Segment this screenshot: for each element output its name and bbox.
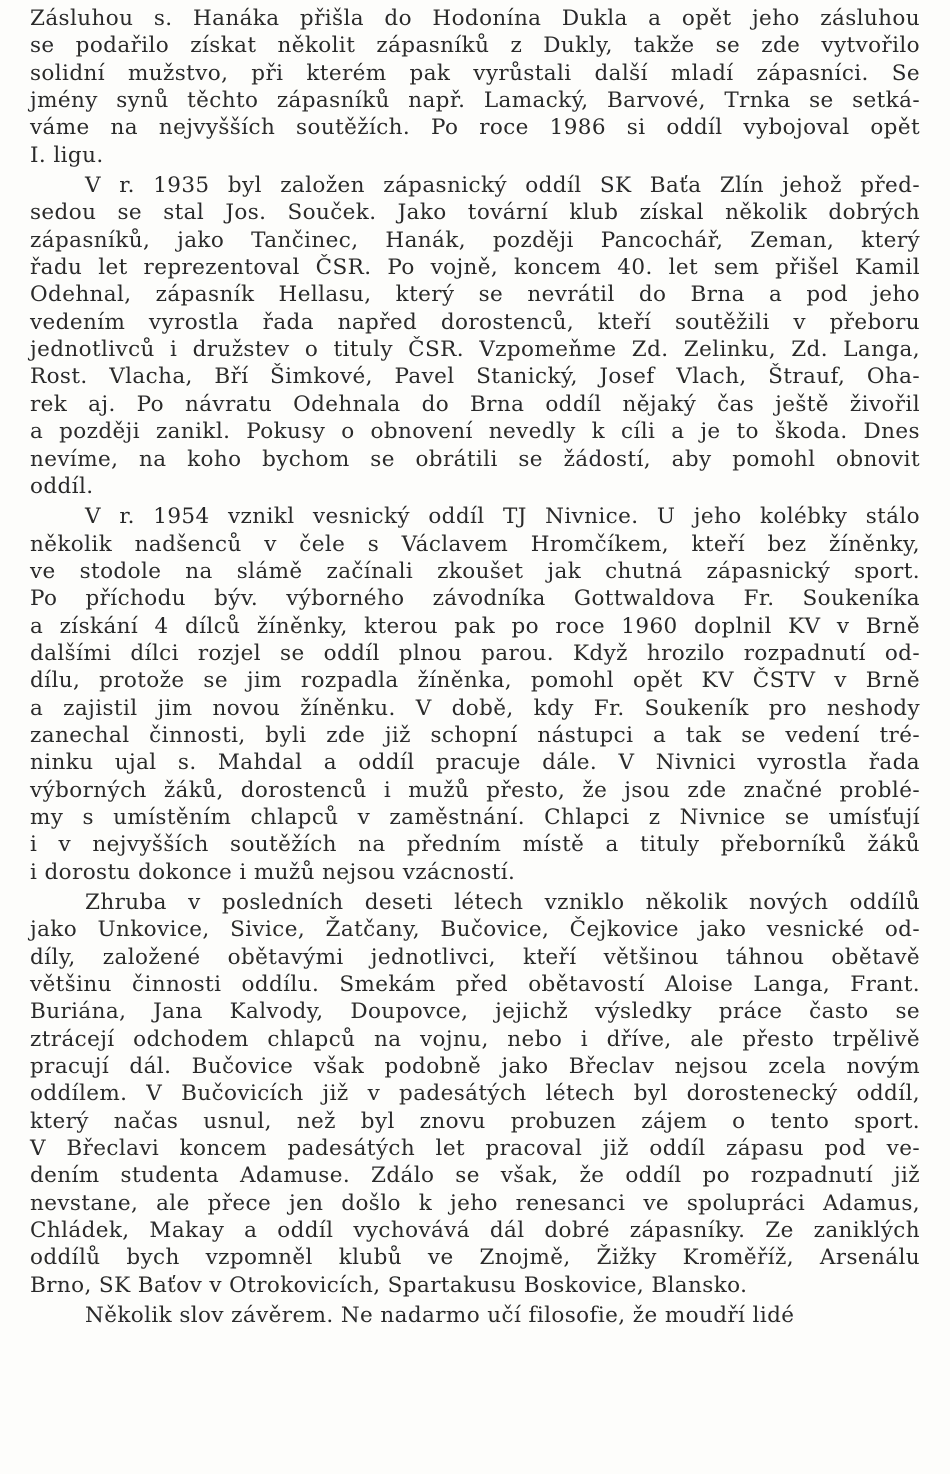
text-line: dílu, protože se jim rozpadla žíněnka, pomohl opět KV ČSTV v Brně [30, 668, 920, 694]
text-line: I. ligu. [30, 142, 104, 168]
text-line: oddílem. V Bučovicích již v padesátých létech byl dorostenecký oddíl, [30, 1081, 920, 1107]
text-line: ve stodole na slámě začínali zkoušet jak chutná zápasnický sport. [30, 558, 920, 584]
text-line: a zajistil jim novou žíněnku. V době, kdy Fr. Soukeník pro neshody [30, 695, 920, 721]
text-line: nevstane, ale přece jen došlo k jeho renesanci ve spolupráci Adamus, [30, 1190, 920, 1216]
text-line: jmény synů těchto zápasníků např. Lamacký, Barvové, Trnka se setká- [30, 88, 920, 114]
text-line: se podařilo získat několit zápasníků z Dukly, takže se zde vytvořilo [30, 33, 920, 59]
text-line: dením studenta Adamuse. Zdálo se však, že oddíl po rozpadnutí již [30, 1163, 920, 1189]
text-line: a získání 4 dílců žíněnky, kterou pak po roce 1960 doplnil KV v Brně [30, 613, 920, 639]
text-line: Zásluhou s. Hanáka přišla do Hodonína Dukla a opět jeho zásluhou [30, 6, 920, 31]
text-line: V Břeclavi koncem padesátých let pracoval již oddíl zápasu pod ve- [30, 1136, 920, 1162]
text-line: který načas usnul, než byl znovu probuzen zájem o tento sport. [30, 1108, 920, 1134]
paragraph [30, 5, 920, 169]
text-line: váme na nejvyšších soutěžích. Po roce 1986 si oddíl vybojoval opět [30, 115, 920, 141]
text-line: Rost. Vlacha, Bří Šimkové, Pavel Stanický, Josef Vlach, Štrauf, Oha- [30, 364, 920, 390]
paragraph [30, 172, 920, 500]
text-line: Po příchodu býv. výborného závodníka Gottwaldova Fr. Soukeníka [30, 586, 920, 612]
text-line: jako Unkovice, Sivice, Žatčany, Bučovice, Čejkovice jako vesnické od- [30, 917, 920, 943]
text-line: my s umístěním chlapců v zaměstnání. Chlapci z Nivnice se umísťují [30, 804, 920, 830]
text-line: díly, založené obětavými jednotlivci, kteří většinou táhnou obětavě [30, 944, 920, 970]
text-line: řadu let reprezentoval ČSR. Po vojně, koncem 40. let sem přišel Kamil [30, 255, 920, 281]
text-line: většinu činnosti oddílu. Smekám před obětavostí Aloise Langa, Frant. [30, 972, 920, 998]
paragraph [30, 889, 920, 1299]
text-line: Odehnal, zápasník Hellasu, který se nevrátil do Brna a pod jeho [30, 282, 920, 308]
text-line: Několik slov závěrem. Ne nadarmo učí filosofie, že moudří lidé [85, 1303, 795, 1329]
text-line: Zhruba v posledních deseti létech vzniklo několik nových oddílů [85, 890, 920, 915]
text-line: V r. 1954 vznikl vesnický oddíl TJ Nivnice. U jeho kolébky stálo [85, 504, 920, 530]
text-line: oddíl. [30, 473, 94, 499]
article-text [30, 5, 920, 1330]
text-line: nevíme, na koho bychom se obrátili se žádostí, aby pomohl obnovit [30, 446, 920, 472]
text-line: solidní mužstvo, při kterém pak vyrůstali další mladí zápasníci. Se [30, 60, 920, 86]
text-line: ztrácejí odchodem chlapců na vojnu, nebo i dříve, ale přesto trpělivě [30, 1026, 920, 1052]
text-line: rek aj. Po návratu Odehnala do Brna oddíl nějaký čas ještě živořil [30, 391, 920, 417]
text-line: vedením vyrostla řada napřed dorostenců, kteří soutěžili v přeboru [30, 309, 920, 335]
text-line: několik nadšenců v čele s Václavem Hromčíkem, kteří bez žíněnky, [30, 531, 920, 557]
paragraph [30, 1302, 920, 1329]
text-line: sedou se stal Jos. Souček. Jako tovární klub získal několik dobrých [30, 200, 920, 226]
text-line: dalšími dílci rozjel se oddíl plnou parou. Když hrozilo rozpadnutí od- [30, 640, 920, 666]
text-line: jednotlivců i družstev o tituly ČSR. Vzpomeňme Zd. Zelinku, Zd. Langa, [30, 337, 920, 363]
text-line: Chládek, Makay a oddíl vychovává dál dobré zápasníky. Ze zaniklých [30, 1218, 920, 1244]
text-line: oddílů bych vzpomněl klubů ve Znojmě, Žižky Kroměříž, Arsenálu [30, 1245, 920, 1271]
text-line: V r. 1935 byl založen zápasnický oddíl SK Baťa Zlín jehož před- [85, 173, 920, 199]
text-line: výborných žáků, dorostenců i mužů přesto, že jsou zde značné problé- [30, 777, 920, 803]
text-line: ninku ujal s. Mahdal a oddíl pracuje dále. V Nivnici vyrostla řada [30, 750, 920, 776]
text-line: zanechal činnosti, byli zde již schopní nástupci a tak se vedení tré- [30, 722, 920, 748]
text-line: i dorostu dokonce i mužů nejsou vzácností. [30, 859, 516, 885]
text-line: pracují dál. Bučovice však podobně jako Břeclav nejsou zcela novým [30, 1054, 920, 1080]
text-line: Buriána, Jana Kalvody, Doupovce, jejichž výsledky práce často se [30, 999, 920, 1025]
text-line: Brno, SK Baťov v Otrokovicích, Spartakusu Boskovice, Blansko. [30, 1272, 748, 1298]
paragraph [30, 503, 920, 886]
text-line: zápasníků, jako Tančinec, Hanák, později Pancochář, Zeman, který [30, 227, 920, 253]
text-line: i v nejvyšších soutěžích na předním místě a tituly přeborníků žáků [30, 832, 920, 858]
text-line: a později zanikl. Pokusy o obnovení nevedly k cíli a je to škoda. Dnes [30, 419, 920, 445]
